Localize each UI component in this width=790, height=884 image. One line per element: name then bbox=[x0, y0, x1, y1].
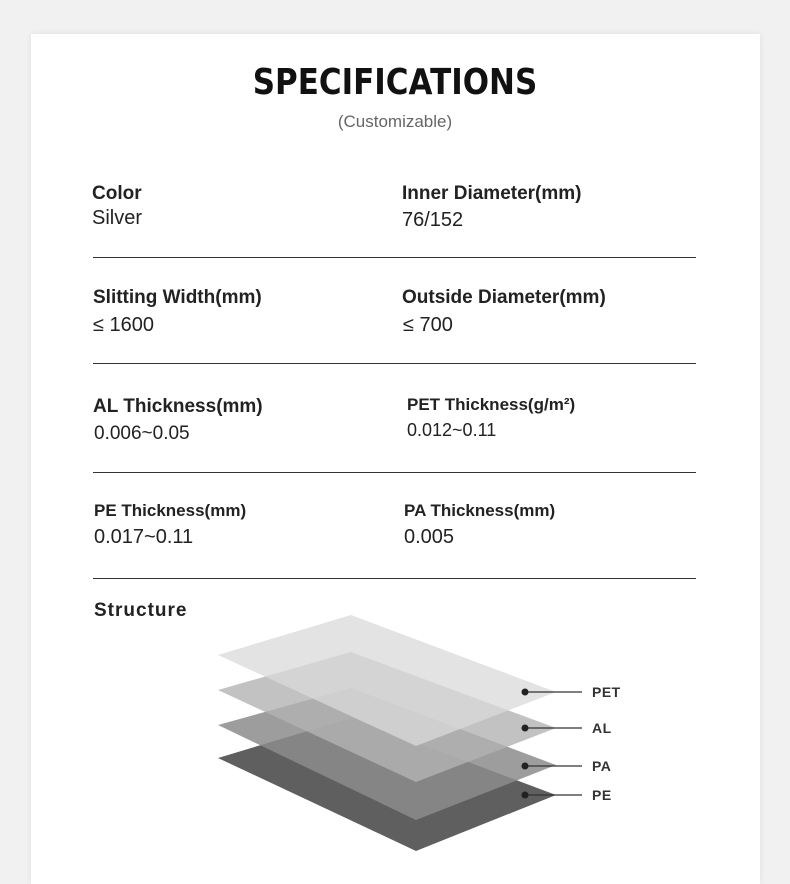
pa-leader-dot bbox=[522, 763, 529, 770]
spec-value-color: Silver bbox=[92, 207, 143, 229]
spec-label-inner-diameter: Inner Diameter(mm) bbox=[402, 183, 582, 204]
structure-title: Structure bbox=[94, 600, 188, 621]
layer-label-al: AL bbox=[592, 720, 612, 736]
layer-label-pet: PET bbox=[592, 684, 621, 700]
layer-label-pa: PA bbox=[592, 758, 612, 774]
al-leader-dot bbox=[522, 725, 529, 732]
layer-label-pe: PE bbox=[592, 787, 612, 803]
spec-label-slitting-width: Slitting Width(mm) bbox=[93, 287, 262, 308]
spec-value-outside-diameter: ≤ 700 bbox=[403, 314, 453, 336]
spec-label-pet-thickness: PET Thickness(g/m²) bbox=[407, 395, 576, 414]
spec-value-slitting-width: ≤ 1600 bbox=[93, 314, 155, 336]
spec-value-inner-diameter: 76/152 bbox=[402, 209, 464, 231]
spec-label-outside-diameter: Outside Diameter(mm) bbox=[402, 287, 606, 308]
pe-leader-dot bbox=[522, 792, 529, 799]
spec-label-pe-thickness: PE Thickness(mm) bbox=[94, 501, 247, 520]
spec-value-pa-thickness: 0.005 bbox=[404, 526, 455, 548]
page-title: SPECIFICATIONS bbox=[252, 62, 538, 103]
spec-label-color: Color bbox=[92, 183, 142, 204]
page-subtitle: (Customizable) bbox=[337, 112, 453, 131]
spec-label-pa-thickness: PA Thickness(mm) bbox=[404, 501, 556, 520]
pet-leader-dot bbox=[522, 689, 529, 696]
spec-value-al-thickness: 0.006~0.05 bbox=[94, 423, 190, 444]
spec-value-pe-thickness: 0.017~0.11 bbox=[94, 526, 194, 548]
spec-label-al-thickness: AL Thickness(mm) bbox=[93, 396, 263, 417]
spec-value-pet-thickness: 0.012~0.11 bbox=[407, 420, 497, 440]
